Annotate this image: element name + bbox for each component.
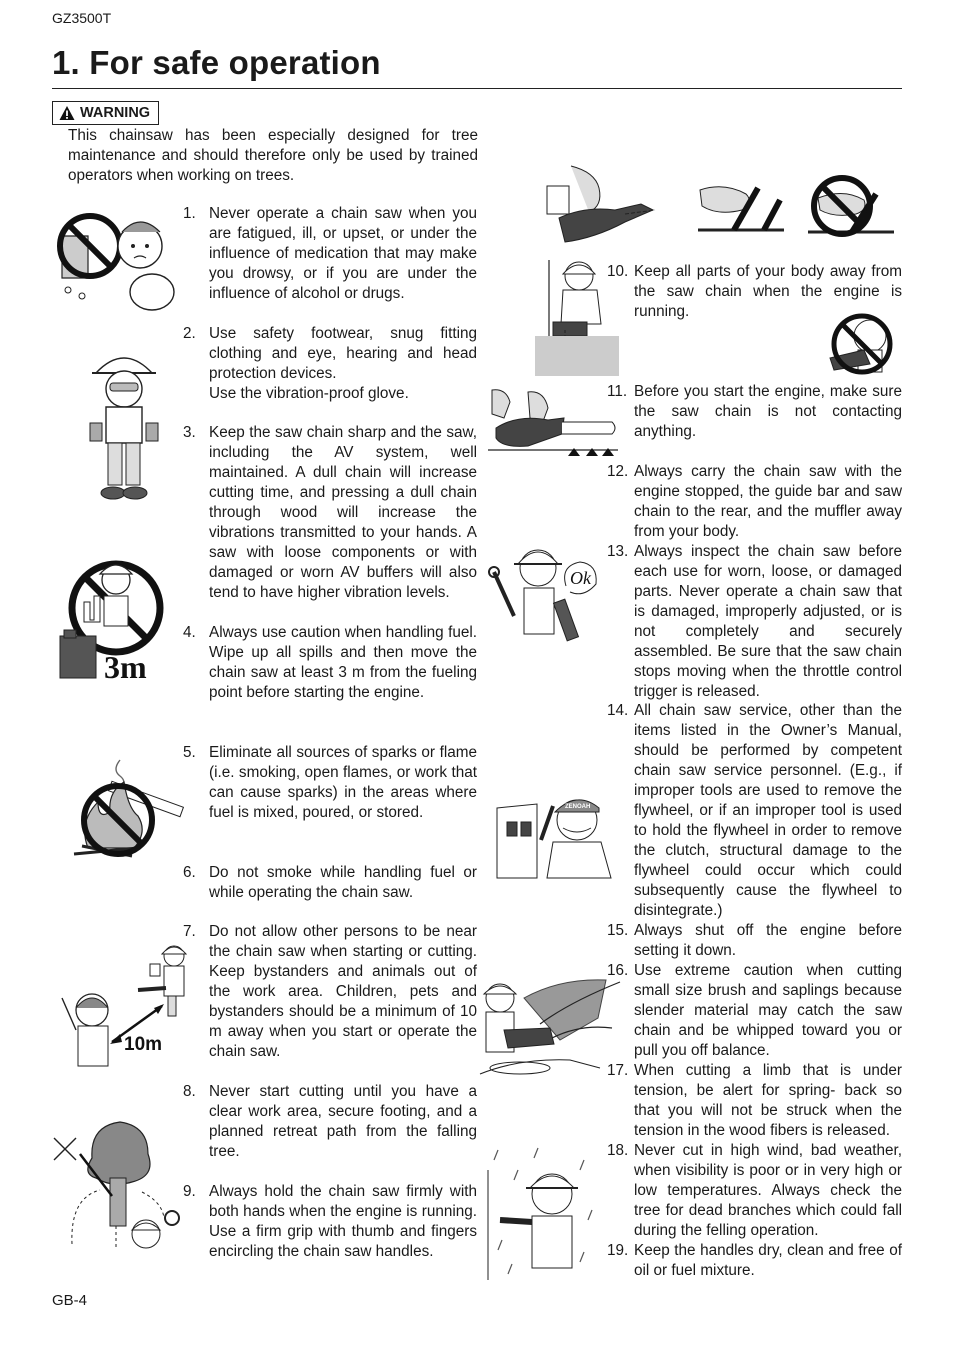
item-text [209,324,477,404]
item-text-line: Use safety footwear, snug fitting clothing and eye, hearing and head protection devices. [209,325,477,382]
list-item [183,863,477,903]
item-number: 14. [607,702,629,719]
protective-gear-illustration [84,345,164,503]
item-number: 8. [183,1083,196,1100]
item-text: When cutting a limb that is under tension, be alert for spring- back so that you will not be struck when the tension in the wood fibers is released. [634,1062,902,1139]
hand-near-chain-prohibited-illustration [824,310,902,376]
list-item [183,1082,477,1162]
list-item [607,382,902,442]
service-shop-illustration [493,786,617,878]
list-item [607,961,902,1061]
item-number: 2. [183,325,196,342]
no-alcohol-illustration [52,208,172,312]
body-clear-illustration [535,260,619,376]
correct-grip-illustration [694,180,786,234]
item-text: Do not smoke while handling fuel or while operating the chain saw. [209,864,477,901]
item-number: 18. [607,1142,629,1159]
item-number: 13. [607,543,629,560]
item-number: 4. [183,624,196,641]
bad-weather-illustration [488,1140,600,1280]
item-number: 10. [607,263,629,280]
item-text: Eliminate all sources of sparks or flame (i.e. smoking, open flames, or work that can cause sparks) in the areas where fuel is mixed, poured, or stored. [209,744,477,821]
list-item [183,324,477,404]
item-number: 7. [183,923,196,940]
item-text: Never cut in high wind, bad weather, when visibility is poor or in very high or low temperatures. Always check the tree for dead branches which could fall during the felling operation. [634,1142,902,1239]
warning-badge [52,101,159,125]
list-item [183,423,477,603]
item-text: Always carry the chain saw with the engine stopped, the guide bar and saw chain to the rear, and the muffler away from your body. [634,463,902,540]
incorrect-grip-illustration [804,174,896,238]
list-item [183,623,477,703]
item-number: 1. [183,205,196,222]
bystander-distance-illustration [54,944,194,1068]
ok-mark: Ok [570,568,591,588]
brush-cutting-illustration [480,978,622,1076]
item-text: Always inspect the chain saw before each use for worn, loose, or damaged parts. Never operate a chain saw that is damaged, improperly adjusted, or is not completely and securely assembled. Be sure that the saw chain stops moving when the throttle control trigger is released. [634,543,902,700]
item-text: Use extreme caution when cutting small size brush and saplings because slender material may catch the saw chain and be whipped toward you or pull you off balance. [634,962,902,1059]
item-text: Always use caution when handling fuel. Wipe up all spills and then move the chain saw at least 3 m from the fueling point before starting the engine. [209,624,477,701]
fuel-distance-label: 3m [104,649,147,685]
item-number: 3. [183,424,196,441]
item-text: Do not allow other persons to be near the chain saw when starting or cutting. Keep bystanders and animals out of the work area. Children, pets and bystanders should be a minimum of 10 m away when you start or operate the chain saw. [209,923,477,1060]
list-item [183,743,477,823]
warning-label: WARNING [80,105,151,121]
chain-clear-illustration [488,388,618,458]
title-rule [52,88,902,89]
page-number: GB-4 [52,1292,88,1309]
item-text: Always shut off the engine before setting it down. [634,922,902,959]
item-number: 9. [183,1183,196,1200]
bystander-distance-label: 10m [124,1034,163,1055]
list-item [183,1182,477,1262]
list-item [607,1141,902,1241]
item-text: Always hold the chain saw firmly with both hands when the engine is running. Use a firm grip with thumb and fingers encircling the chain saw handles. [209,1183,477,1260]
item-number: 19. [607,1242,629,1259]
item-number: 16. [607,962,629,979]
warning-intro: This chainsaw has been especially designed for tree maintenance and should therefore only be used by trained operators when working on trees. [68,127,478,184]
item-text-line: Use the vibration-proof glove. [209,385,409,402]
item-number: 11. [607,383,628,400]
list-item [607,921,902,961]
list-item [607,462,902,542]
list-item [607,1061,902,1141]
inspection-ok-illustration [488,542,600,654]
felling-retreat-illustration [52,1118,184,1258]
list-item [607,701,902,921]
item-text: Before you start the engine, make sure the saw chain is not contacting anything. [634,383,902,440]
item-number: 15. [607,922,629,939]
list-item [183,204,477,304]
warning-triangle-icon [59,105,75,121]
item-text: All chain saw service, other than the items listed in the Owner’s Manual, should be performed by competent chain saw service personnel. (E.g., if improper tools are used to remove the flywheel, or if an improper tool is used to hold the flywheel in order to remove the clutch, structural damage to the flywheel could occur which could subsequently cause the flywheel to disintegrate.) [634,702,902,919]
model-number: GZ3500T [52,10,112,26]
list-item [607,1241,902,1281]
item-text: Never operate a chain saw when you are fatigued, ill, or upset, or under the influence of medication that may make you drowsy, or if you are under the influence of alcohol or drugs. [209,205,477,302]
item-number: 6. [183,864,196,881]
item-text: Keep all parts of your body away from the saw chain when the engine is running. [634,263,902,320]
start-on-ground-illustration [545,166,655,248]
item-number: 17. [607,1062,629,1079]
item-text: Never start cutting until you have a clear work area, secure footing, and a planned retreat path from the falling tree. [209,1083,477,1160]
item-text: Keep the handles dry, clean and free of oil or fuel mixture. [634,1242,902,1279]
list-item [183,922,477,1062]
cap-brand-text: ZENOAH [565,804,591,810]
item-number: 5. [183,744,196,761]
item-number: 12. [607,463,629,480]
fuel-distance-illustration [58,550,162,685]
no-fire-illustration [68,752,186,862]
page-title: 1. For safe operation [52,44,381,81]
list-item [607,542,902,702]
item-text: Keep the saw chain sharp and the saw, including the AV system, well maintained. A dull chain will increase cutting time, and pressing a dull chain through wood will increase the vibrations transmitted to your hands. A saw with loose components or with damaged or worn AV buffers will also tend to have higher vibration levels. [209,424,477,601]
